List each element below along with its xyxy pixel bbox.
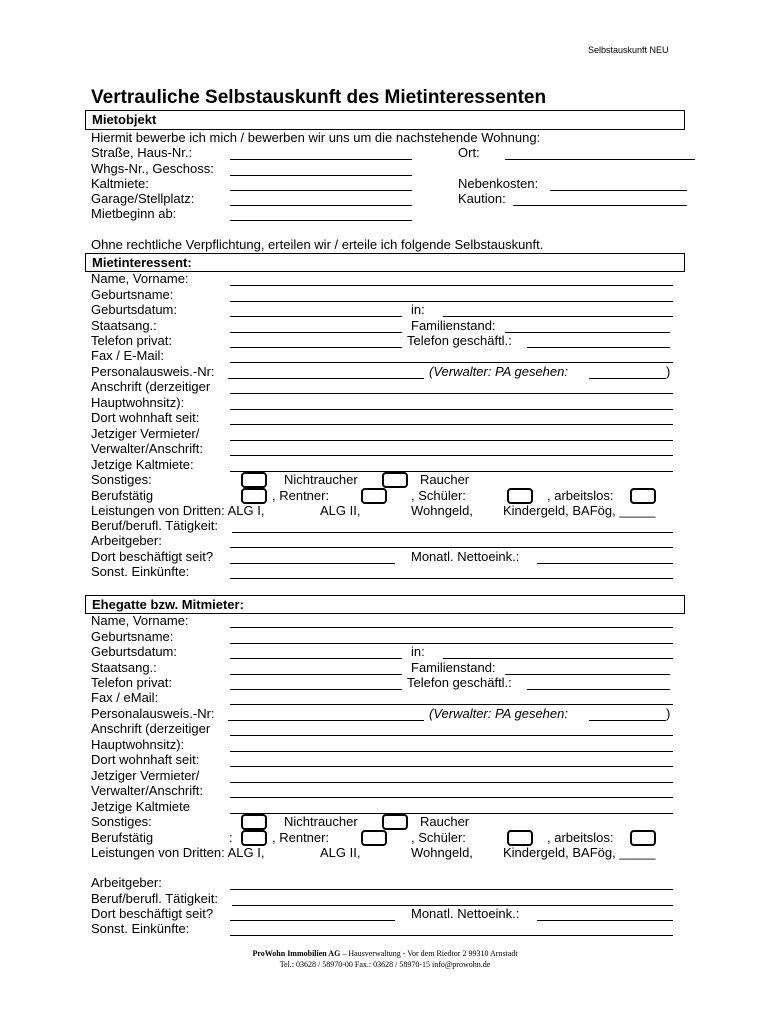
checkbox-raucher-2[interactable]: [382, 814, 408, 830]
checkbox-rentner[interactable]: [361, 488, 387, 504]
field-arbeitgeber[interactable]: [230, 547, 673, 548]
label-whgs: Whgs-Nr., Geschoss:: [91, 161, 214, 176]
label-geburtsname: Geburtsname:: [91, 287, 174, 302]
page-title: Vertrauliche Selbstauskunft des Mietinteressenten: [91, 87, 547, 108]
field-vermieter-1[interactable]: [230, 440, 673, 441]
checkbox-nichtraucher[interactable]: [241, 472, 267, 488]
intro2-text: Ohne rechtliche Verpflichtung, erteilen wir / erteile ich folgende Selbstauskunft.: [91, 237, 544, 252]
pa-close-2: ): [666, 706, 671, 721]
label-netto-2: Monatl. Nettoeink.:: [411, 906, 520, 921]
field-pa-gesehen[interactable]: [589, 378, 666, 379]
label-alg2-2: ALG II,: [320, 845, 361, 860]
label-telefon-geschaeftl-2: Telefon geschäftl.:: [407, 675, 512, 690]
label-beschaeftigt-2: Dort beschäftigt seit?: [91, 906, 214, 921]
field-arbeitgeber-2[interactable]: [230, 889, 673, 890]
label-verwalter-2: Verwalter/Anschrift:: [91, 783, 203, 798]
field-anschrift-2a[interactable]: [230, 735, 673, 736]
label-alg2: ALG II,: [320, 503, 361, 518]
label-name: Name, Vorname:: [91, 271, 189, 286]
section-heading: Mietinteressent:: [92, 255, 192, 270]
field-geburtsname-2[interactable]: [230, 643, 673, 644]
label-kaltmiete: Jetzige Kaltmiete:: [91, 457, 194, 472]
field-name[interactable]: [230, 285, 673, 286]
label-wohngeld: Wohngeld,: [411, 503, 473, 518]
section-heading: Ehegatte bzw. Mitmieter:: [92, 597, 244, 612]
field-name-2[interactable]: [230, 627, 673, 628]
label-anschrift-2: Anschrift (derzeitiger: [91, 721, 211, 736]
label-geburtsdatum-2: Geburtsdatum:: [91, 644, 177, 659]
label-schueler: , Schüler:: [411, 488, 466, 503]
label-familienstand-2: Familienstand:: [411, 660, 496, 675]
label-vermieter: Jetziger Vermieter/: [91, 426, 200, 441]
label-anschrift: Anschrift (derzeitiger: [91, 379, 211, 394]
field-vermieter-2[interactable]: [230, 455, 673, 456]
field-whgs[interactable]: [230, 175, 412, 176]
field-dort-2[interactable]: [230, 766, 673, 767]
label-raucher-2: Raucher: [420, 814, 470, 829]
label-arbeitgeber: Arbeitgeber:: [91, 533, 162, 548]
label-strasse: Straße, Haus-Nr.:: [91, 145, 193, 160]
intro-text: Hiermit bewerbe ich mich / bewerben wir uns um die nachstehende Wohnung:: [91, 130, 541, 145]
pa-note: (Verwalter: PA gesehen:: [429, 364, 568, 379]
field-strasse[interactable]: [230, 159, 412, 160]
checkbox-raucher[interactable]: [382, 472, 408, 488]
field-kaution[interactable]: [513, 205, 687, 206]
label-sonst-2: Sonst. Einkünfte:: [91, 921, 190, 936]
label-beschaeftigt: Dort beschäftigt seit?: [91, 549, 214, 564]
label-kaltmiete: Kaltmiete:: [91, 176, 149, 191]
label-kindergeld: Kindergeld, BAFög, _____: [503, 503, 656, 518]
label-sonstiges: Sonstiges:: [91, 472, 152, 487]
label-beruf: Beruf/berufl. Tätigkeit:: [91, 518, 218, 533]
label-nichtraucher-2: Nichtraucher: [284, 814, 358, 829]
label-rentner: , Rentner:: [272, 488, 330, 503]
header-tag: Selbstauskunft NEU: [588, 45, 669, 55]
field-kaltmiete[interactable]: [230, 190, 412, 191]
checkbox-berufstaetig-2[interactable]: [241, 830, 267, 846]
field-beschaeftigt[interactable]: [230, 563, 395, 564]
label-dort: Dort wohnhaft seit:: [91, 410, 200, 425]
footer-company: ProWohn Immobilien AG: [252, 949, 341, 958]
label-sonst: Sonst. Einkünfte:: [91, 564, 190, 579]
field-beruf[interactable]: [232, 532, 673, 533]
field-staatsang[interactable]: [230, 332, 402, 333]
label-beruf-2: Beruf/berufl. Tätigkeit:: [91, 891, 218, 906]
label-hauptwohnsitz-2: Hauptwohnsitz):: [91, 737, 185, 752]
field-vermieter-2a[interactable]: [230, 782, 673, 783]
field-pa-gesehen-2[interactable]: [589, 720, 666, 721]
field-vermieter-2b[interactable]: [230, 797, 673, 798]
label-geburtsdatum: Geburtsdatum:: [91, 302, 177, 317]
field-netto[interactable]: [537, 563, 673, 564]
section-ehegatte: [85, 595, 685, 614]
label-colon-2: :: [229, 830, 233, 845]
label-pa-2: Personalausweis.-Nr:: [91, 706, 215, 721]
label-berufstaetig-2: Berufstätig: [91, 830, 154, 845]
label-raucher: Raucher: [420, 472, 470, 487]
label-leistungen: Leistungen von Dritten: ALG I,: [91, 503, 265, 518]
field-sonst[interactable]: [230, 578, 673, 579]
label-kaltmiete-2: Jetzige Kaltmiete: [91, 799, 190, 814]
label-staatsang-2: Staatsang.:: [91, 660, 157, 675]
footer-line-1: [0, 949, 770, 958]
label-name-2: Name, Vorname:: [91, 613, 189, 628]
field-telefon-geschaeftl[interactable]: [527, 347, 670, 348]
label-schueler-2: , Schüler:: [411, 830, 466, 845]
label-kindergeld-2: Kindergeld, BAFög, _____: [503, 845, 656, 860]
checkbox-schueler-2[interactable]: [507, 830, 533, 846]
footer-address: – Hausverwaltung - Vor dem Riedtor 2 99310 Arnstadt: [340, 949, 518, 958]
label-ort: Ort:: [458, 145, 480, 160]
field-familienstand-2[interactable]: [505, 674, 670, 675]
label-familienstand: Familienstand:: [411, 318, 496, 333]
field-telefon-privat[interactable]: [230, 347, 402, 348]
label-pa: Personalausweis.-Nr:: [91, 364, 215, 379]
field-nebenkosten[interactable]: [550, 190, 687, 191]
field-dort[interactable]: [230, 424, 673, 425]
checkbox-schueler[interactable]: [507, 488, 533, 504]
field-beschaeftigt-2[interactable]: [230, 920, 395, 921]
checkbox-arbeitslos[interactable]: [630, 488, 656, 504]
label-verwalter: Verwalter/Anschrift:: [91, 441, 203, 456]
field-netto-2[interactable]: [537, 920, 673, 921]
field-pa[interactable]: [228, 378, 424, 379]
field-geburtsort-2[interactable]: [443, 658, 673, 659]
footer-contact: Tel.: 03628 / 58970-00 Fax.: 03628 / 58970-15 info@prowohn.de: [279, 960, 491, 969]
field-pa-2[interactable]: [228, 720, 424, 721]
field-mietbeginn[interactable]: [230, 220, 412, 221]
label-telefon-privat: Telefon privat:: [91, 333, 172, 348]
section-mietobjekt: [85, 110, 685, 130]
label-in: in:: [411, 302, 425, 317]
label-arbeitslos-2: , arbeitslos:: [547, 830, 614, 845]
field-anschrift-2[interactable]: [230, 409, 673, 410]
field-anschrift-2b[interactable]: [230, 751, 673, 752]
label-staatsang: Staatsang.:: [91, 318, 157, 333]
checkbox-nichtraucher-2[interactable]: [241, 814, 267, 830]
field-fax-2[interactable]: [230, 704, 673, 705]
label-fax-2: Fax / eMail:: [91, 690, 159, 705]
label-vermieter-2: Jetziger Vermieter/: [91, 768, 200, 783]
field-geburtsdatum-2[interactable]: [230, 658, 402, 659]
label-garage: Garage/Stellplatz:: [91, 191, 195, 206]
label-telefon-geschaeftl: Telefon geschäftl.:: [407, 333, 512, 348]
pa-close: ): [666, 364, 671, 379]
field-fax[interactable]: [230, 362, 673, 363]
pa-note-2: (Verwalter: PA gesehen:: [429, 706, 568, 721]
label-hauptwohnsitz: Hauptwohnsitz):: [91, 395, 185, 410]
label-wohngeld-2: Wohngeld,: [411, 845, 473, 860]
field-ort[interactable]: [505, 159, 695, 160]
label-berufstaetig: Berufstätig: [91, 488, 154, 503]
label-kaution: Kaution:: [458, 191, 506, 206]
section-mietinteressent: [85, 253, 685, 272]
field-geburtsname[interactable]: [230, 301, 673, 302]
label-mietbeginn: Mietbeginn ab:: [91, 206, 177, 221]
checkbox-arbeitslos-2[interactable]: [630, 830, 656, 846]
label-sonstiges-2: Sonstiges:: [91, 814, 152, 829]
section-heading: Mietobjekt: [92, 112, 157, 127]
label-nebenkosten: Nebenkosten:: [458, 176, 539, 191]
field-geburtsdatum[interactable]: [230, 316, 402, 317]
field-garage[interactable]: [230, 205, 412, 206]
field-familienstand[interactable]: [505, 332, 670, 333]
label-dort-2: Dort wohnhaft seit:: [91, 752, 200, 767]
label-nichtraucher: Nichtraucher: [284, 472, 358, 487]
field-sonst-2[interactable]: [230, 935, 673, 936]
label-in-2: in:: [411, 644, 425, 659]
checkbox-berufstaetig[interactable]: [241, 488, 267, 504]
field-anschrift-1[interactable]: [230, 393, 673, 394]
label-geburtsname-2: Geburtsname:: [91, 629, 174, 644]
label-rentner-2: , Rentner:: [272, 830, 330, 845]
field-staatsang-2[interactable]: [230, 674, 402, 675]
label-arbeitgeber-2: Arbeitgeber:: [91, 875, 162, 890]
checkbox-rentner-2[interactable]: [361, 830, 387, 846]
label-fax: Fax / E-Mail:: [91, 348, 164, 363]
label-netto: Monatl. Nettoeink.:: [411, 549, 520, 564]
field-telefon-privat-2[interactable]: [230, 689, 402, 690]
field-geburtsort[interactable]: [443, 316, 673, 317]
label-telefon-privat-2: Telefon privat:: [91, 675, 172, 690]
label-leistungen-2: Leistungen von Dritten: ALG I,: [91, 845, 265, 860]
label-arbeitslos: , arbeitslos:: [547, 488, 614, 503]
field-telefon-geschaeftl-2[interactable]: [527, 689, 670, 690]
